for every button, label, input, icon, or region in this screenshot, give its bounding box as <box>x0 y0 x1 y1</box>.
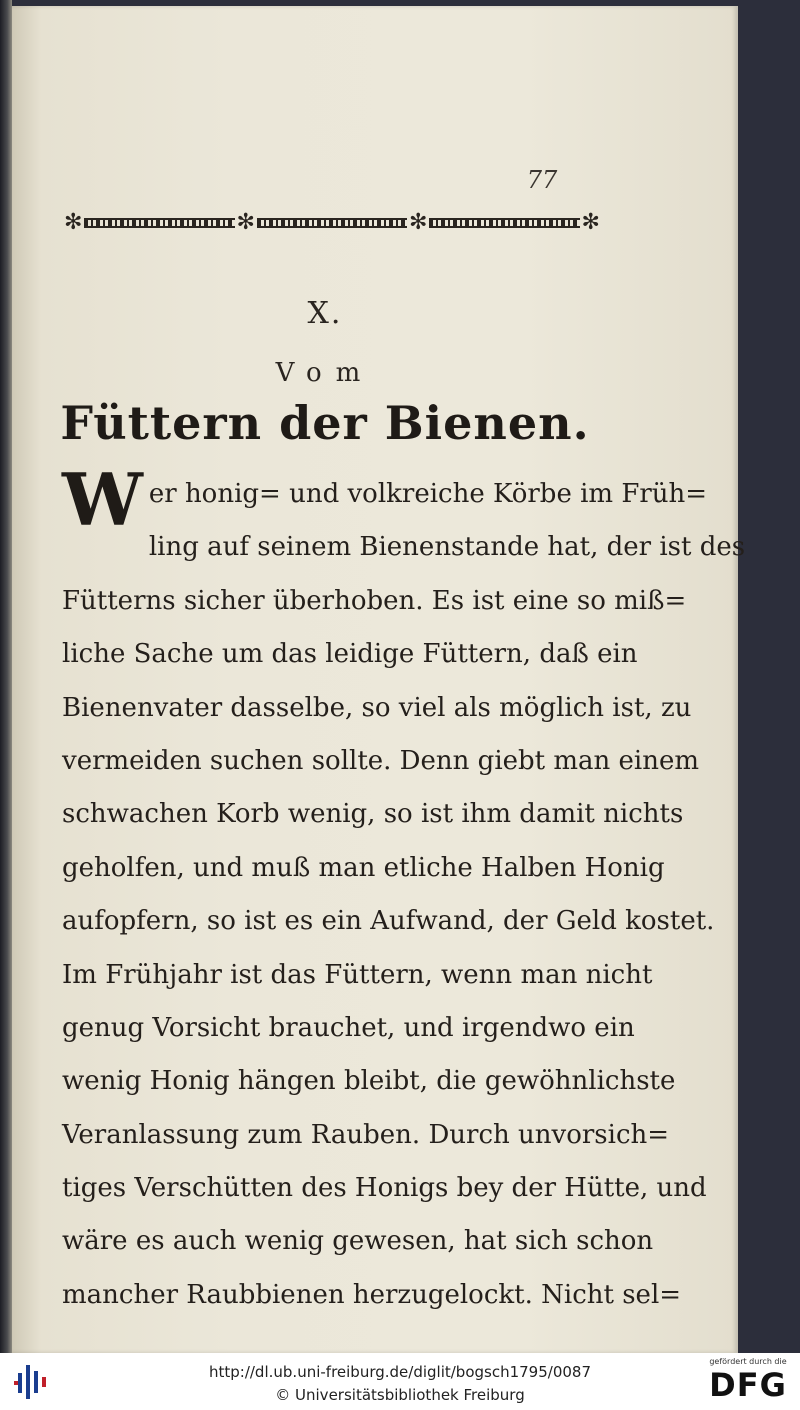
dfg-logo: DFG <box>709 1366 787 1404</box>
footer-bar <box>0 1353 800 1410</box>
chapter-prefix: Vom <box>275 358 375 388</box>
text-line: genug Vorsicht brauchet, und irgendwo ein <box>62 1012 635 1043</box>
dfg-caption: gefördert durch die <box>709 1357 787 1366</box>
text-line: mancher Raubbienen herzugelockt. Nicht sel= <box>62 1279 682 1310</box>
text-line: Veranlassung zum Rauben. Durch unvorsich= <box>62 1119 670 1150</box>
ornament-chain <box>84 218 234 228</box>
ornament-star-icon: ✻ <box>409 210 428 235</box>
text-line: Im Frühjahr ist das Füttern, wenn man nicht <box>62 959 653 990</box>
text-line: wäre es auch wenig gewesen, hat sich schon <box>62 1226 654 1257</box>
text-line: liche Sache um das leidige Füttern, daß ein <box>62 639 638 670</box>
ornamental-rule <box>64 209 600 237</box>
book-spine <box>0 0 12 1353</box>
book-page <box>12 6 746 1353</box>
text-line: aufopfern, so ist es ein Aufwand, der Geld kostet. <box>62 906 715 937</box>
drop-cap: W <box>62 457 143 542</box>
text-line: wenig Honig hängen bleibt, die gewöhnlichste <box>62 1066 676 1097</box>
text-line: ling auf seinem Bienenstande hat, der ist des <box>148 532 746 563</box>
footer-copyright: © Universitätsbibliothek Freiburg <box>275 1386 525 1404</box>
chapter-title: Füttern der Bienen. <box>60 396 590 450</box>
body-text <box>62 457 746 1322</box>
ornament-star-icon: ✻ <box>581 210 600 235</box>
text-line: er honig= und volkreiche Körbe im Früh= <box>148 479 708 509</box>
text-line: Bienenvater dasselbe, so viel als möglich ist, zu <box>62 692 692 723</box>
text-line: vermeiden suchen sollte. Denn giebt man einem <box>62 745 700 776</box>
ornament-chain <box>429 218 579 228</box>
chapter-number: X. <box>307 296 343 331</box>
text-line: Fütterns sicher überhoben. Es ist eine so miß= <box>62 585 687 616</box>
page-number: 77 <box>526 166 558 194</box>
ornament-star-icon: ✻ <box>64 210 83 235</box>
text-line: geholfen, und muß man etliche Halben Honig <box>62 852 665 883</box>
text-line: tiges Verschütten des Honigs bey der Hütte, und <box>62 1173 707 1204</box>
ornament-chain <box>257 218 407 228</box>
footer-url-link[interactable]: http://dl.ub.uni-freiburg.de/diglit/bogsch1795/0087 <box>208 1363 591 1381</box>
ornament-star-icon: ✻ <box>236 210 255 235</box>
text-line: schwachen Korb wenig, so ist ihm damit nichts <box>62 799 684 830</box>
dfg-badge[interactable] <box>700 1357 796 1407</box>
